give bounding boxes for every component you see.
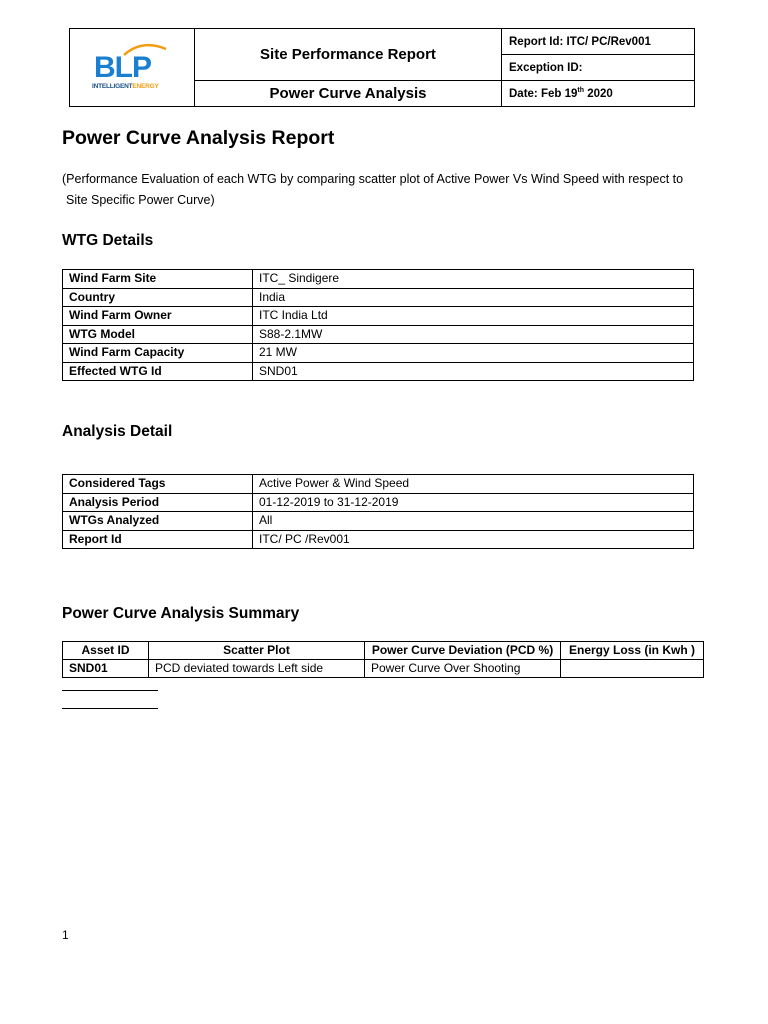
table-row	[63, 493, 694, 512]
row-value: 01-12-2019 to 31-12-2019	[253, 493, 694, 512]
company-logo	[92, 39, 172, 91]
report-id: Report Id: ITC/ PC/Rev001	[502, 29, 695, 55]
document-title: Power Curve Analysis Report	[62, 127, 335, 149]
analysis-detail-table	[62, 474, 694, 549]
row-label: WTGs Analyzed	[63, 512, 253, 531]
row-label: Effected WTG Id	[63, 362, 253, 381]
row-label: Considered Tags	[63, 475, 253, 494]
table-row	[63, 475, 694, 494]
table-row	[63, 307, 694, 326]
table-row	[63, 512, 694, 531]
row-label: Analysis Period	[63, 493, 253, 512]
divider	[62, 690, 158, 691]
report-date-sup: th	[577, 87, 584, 95]
row-value: Active Power & Wind Speed	[253, 475, 694, 494]
row-label: Wind Farm Owner	[63, 307, 253, 326]
report-date-suffix: 2020	[584, 87, 613, 100]
table-row	[63, 344, 694, 363]
scatter-plot-cell: PCD deviated towards Left side	[149, 660, 365, 678]
table-row	[63, 325, 694, 344]
report-date-prefix: Date: Feb 19	[509, 87, 578, 100]
energy-loss-cell	[561, 660, 704, 678]
report-date	[502, 81, 695, 107]
table-row	[63, 530, 694, 549]
summary-heading: Power Curve Analysis Summary	[62, 605, 300, 622]
logo-tagline-accent: ENERGY	[132, 83, 159, 90]
table-row	[63, 270, 694, 289]
summary-table	[62, 641, 704, 678]
document-intro	[62, 169, 702, 211]
row-value: 21 MW	[253, 344, 694, 363]
row-label: Country	[63, 288, 253, 307]
wtg-details-heading: WTG Details	[62, 232, 154, 249]
row-value: S88-2.1MW	[253, 325, 694, 344]
row-value: ITC/ PC /Rev001	[253, 530, 694, 549]
logo-cell	[70, 29, 195, 107]
logo-tagline	[92, 83, 159, 90]
row-value: SND01	[253, 362, 694, 381]
page-number: 1	[62, 928, 69, 942]
table-row	[63, 362, 694, 381]
row-label: WTG Model	[63, 325, 253, 344]
table-header-row	[63, 642, 704, 660]
logo-text: BLP	[94, 51, 151, 84]
report-subtitle: Power Curve Analysis	[195, 81, 502, 107]
asset-id-cell: SND01	[63, 660, 149, 678]
table-row	[63, 288, 694, 307]
column-header: Asset ID	[63, 642, 149, 660]
exception-id: Exception ID:	[502, 55, 695, 81]
table-row	[63, 660, 704, 678]
report-header	[69, 28, 695, 107]
row-label: Wind Farm Capacity	[63, 344, 253, 363]
intro-line-2: Site Specific Power Curve)	[66, 193, 215, 207]
row-value: All	[253, 512, 694, 531]
divider	[62, 708, 158, 709]
row-value: ITC India Ltd	[253, 307, 694, 326]
column-header: Scatter Plot	[149, 642, 365, 660]
report-type-title: Site Performance Report	[195, 29, 502, 81]
analysis-detail-heading: Analysis Detail	[62, 423, 173, 440]
row-label: Report Id	[63, 530, 253, 549]
intro-line-1: (Performance Evaluation of each WTG by comparing scatter plot of Active Power Vs Wind Speed with respect to	[62, 172, 684, 186]
deviation-cell: Power Curve Over Shooting	[365, 660, 561, 678]
logo-tagline-primary: INTELLIGENT	[92, 83, 133, 90]
row-value: India	[253, 288, 694, 307]
row-label: Wind Farm Site	[63, 270, 253, 289]
column-header: Energy Loss (in Kwh )	[561, 642, 704, 660]
row-value: ITC_ Sindigere	[253, 270, 694, 289]
column-header: Power Curve Deviation (PCD %)	[365, 642, 561, 660]
wtg-details-table	[62, 269, 694, 381]
